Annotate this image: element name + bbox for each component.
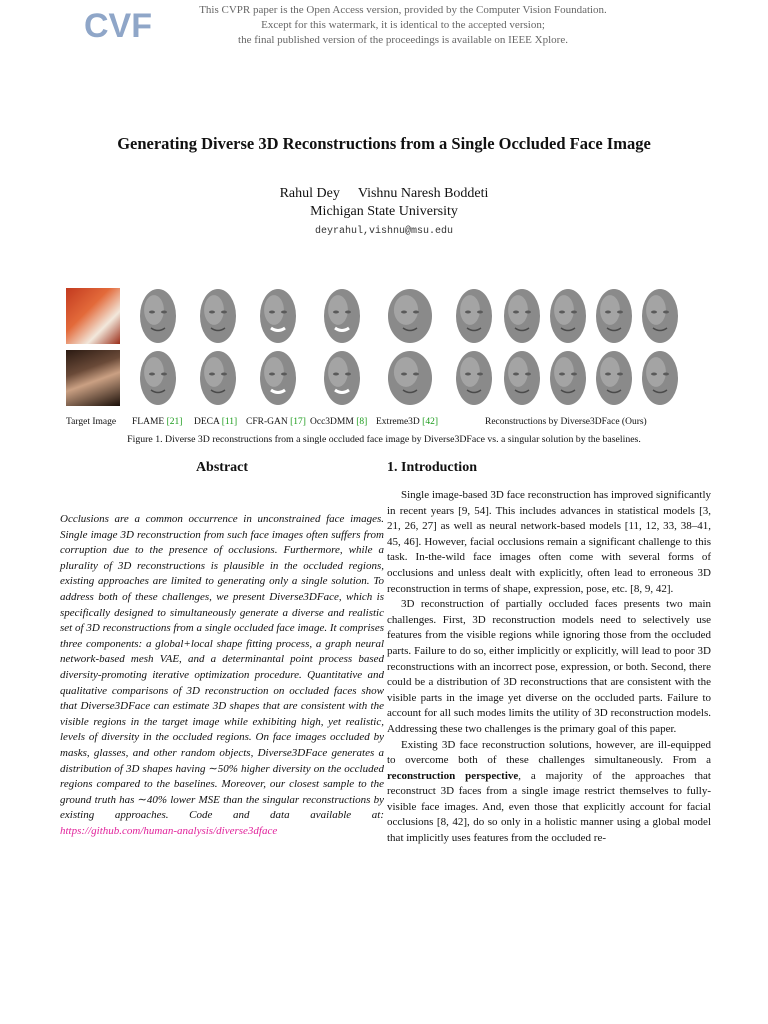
label-ours: Reconstructions by Diverse3DFace (Ours) bbox=[485, 417, 647, 427]
face-mesh-1-2 bbox=[200, 289, 236, 343]
watermark-line-2: Except for this watermark, it is identical to the accepted version; bbox=[261, 19, 545, 31]
face-mesh-2-5 bbox=[388, 351, 432, 405]
face-mesh-grid bbox=[60, 282, 690, 414]
author-2: Vishnu Naresh Boddeti bbox=[357, 186, 489, 201]
face-mesh-1-8 bbox=[550, 289, 586, 343]
author-email: deyrahul,vishnu@msu.edu bbox=[314, 226, 454, 237]
watermark-line-1: This CVPR paper is the Open Access version, provided by the Computer Vision Foundation. bbox=[199, 4, 607, 16]
watermark-line-3: the final published version of the proceedings is available on IEEE Xplore. bbox=[238, 34, 568, 46]
figure-caption: Figure 1. Diverse 3D reconstructions from a single occluded face image by Diverse3DFace vs. a singular solution by the baselines. bbox=[127, 434, 641, 445]
face-mesh-1-4 bbox=[324, 289, 360, 343]
reconstruction-perspective-emphasis: reconstruction perspective bbox=[387, 769, 519, 782]
face-mesh-2-1 bbox=[140, 351, 176, 405]
label-target-image: Target Image bbox=[66, 417, 117, 427]
label-cfrgan: CFR-GAN [17] bbox=[246, 417, 306, 427]
face-mesh-1-6 bbox=[456, 289, 492, 343]
label-flame: FLAME [21] bbox=[132, 417, 183, 427]
cvf-logo bbox=[84, 4, 152, 45]
face-mesh-2-6 bbox=[456, 351, 492, 405]
author-block bbox=[40, 185, 728, 221]
face-mesh-1-1 bbox=[140, 289, 176, 343]
face-mesh-2-3 bbox=[260, 351, 296, 405]
face-mesh-1-3 bbox=[260, 289, 296, 343]
face-mesh-2-4 bbox=[324, 351, 360, 405]
face-mesh-1-7 bbox=[504, 289, 540, 343]
figure-1 bbox=[60, 282, 690, 414]
face-mesh-2-8 bbox=[550, 351, 586, 405]
author-1: Rahul Dey bbox=[279, 186, 340, 201]
face-mesh-2-2 bbox=[200, 351, 236, 405]
intro-paragraph-3: Existing 3D face reconstruction solutions, however, are ill-equipped to overcome both of these challenges simultaneously. From a reconstruction perspective, a majority of the approaches that reconstruct 3D faces from a single image restrict themselves to fully-visible face images. And, even those that explicitly account for facial occlusions [8, 42], do so only in a holistic manner using a global model that implicitly uses features from the occluded re- bbox=[387, 738, 711, 845]
label-occ3dmm: Occ3DMM [8] bbox=[310, 417, 368, 427]
label-extreme3d: Extreme3D [42] bbox=[376, 417, 438, 427]
face-mesh-2-10 bbox=[642, 351, 678, 405]
face-mesh-2-7 bbox=[504, 351, 540, 405]
cvf-logo-text: CVF bbox=[84, 7, 152, 45]
label-deca: DECA [11] bbox=[194, 417, 238, 427]
face-mesh-1-10 bbox=[642, 289, 678, 343]
face-mesh-1-9 bbox=[596, 289, 632, 343]
intro-paragraph-2: 3D reconstruction of partially occluded faces presents two main challenges. First, 3D reconstruction models need to selectively use features from the visible regions while ignoring those from the occluded parts. Failure to do so, either implicitly or explicitly, will lead to poor 3D reconstructions with an incorrect pose, expression, or both. Second, there could be a distribution of 3D reconstructions that are consistent with the visible parts in the image yet diverse on the occluded parts. Failure to account for all such modes limits the utility of 3D reconstruction models. Addressing these two challenges is the primary goal of this paper. bbox=[387, 598, 711, 735]
paper-title: Generating Diverse 3D Reconstructions from a Single Occluded Face Image bbox=[117, 134, 651, 153]
abstract-text: Occlusions are a common occurrence in unconstrained face images. Single image 3D reconstruction from such face images often suffers from corruption due to the presence of occlusions. Furthermore, while a plurality of 3D reconstructions is plausible in the occluded regions, existing approaches are limited to generating only a single solution. To address both of these challenges, we present Diverse3DFace, which is specifically designed to simultaneously generate a diverse and realistic set of 3D reconstructions from a single occluded face image. It comprises three components: a global+local shape fitting process, a graph neural network-based mesh VAE, and a determinantal point process based diversity-promoting iterative optimization procedure. Quantitative and qualitative comparisons of 3D reconstruction on occluded faces show that Diverse3DFace can estimate 3D shapes that are consistent with the visible regions in the target image while exhibiting high, yet realistic, levels of diversity in the occluded regions. On face images occluded by masks, glasses, and other random objects, Diverse3DFace generates a distribution of 3D shapes having ∼50% higher diversity on the occluded regions compared to the baselines. Moreover, our closest sample to the ground truth has ∼40% lower MSE than the singular reconstructions by existing approaches. Code and data available at: https://github.com/human-analysis/diverse3dface bbox=[60, 513, 384, 837]
face-mesh-2-9 bbox=[596, 351, 632, 405]
intro-paragraph-1: Single image-based 3D face reconstruction has improved significantly in recent years [9, 54]. This includes advances in statistical models [3, 21, 26, 27] as well as neural network-based models [11, 12, 33, 38–41, 45, 46]. However, facial occlusions remain a significant challenge to this task. In-the-wild face images often come with several forms of occlusions and unless dealt with explicitly, often lead to erroneous 3D reconstruction in terms of shape, expression, pose, etc. [8, 9, 42]. bbox=[387, 489, 711, 595]
abstract-heading: Abstract bbox=[195, 460, 249, 475]
intro-heading: 1. Introduction bbox=[387, 460, 477, 475]
intro-column bbox=[387, 460, 711, 847]
code-link[interactable]: https://github.com/human-analysis/diverse3dface bbox=[60, 824, 278, 837]
watermark-notice bbox=[150, 3, 656, 48]
abstract-column bbox=[60, 460, 384, 839]
face-mesh-1-5 bbox=[388, 289, 432, 343]
affiliation: Michigan State University bbox=[310, 204, 458, 219]
figure-labels bbox=[60, 417, 700, 431]
